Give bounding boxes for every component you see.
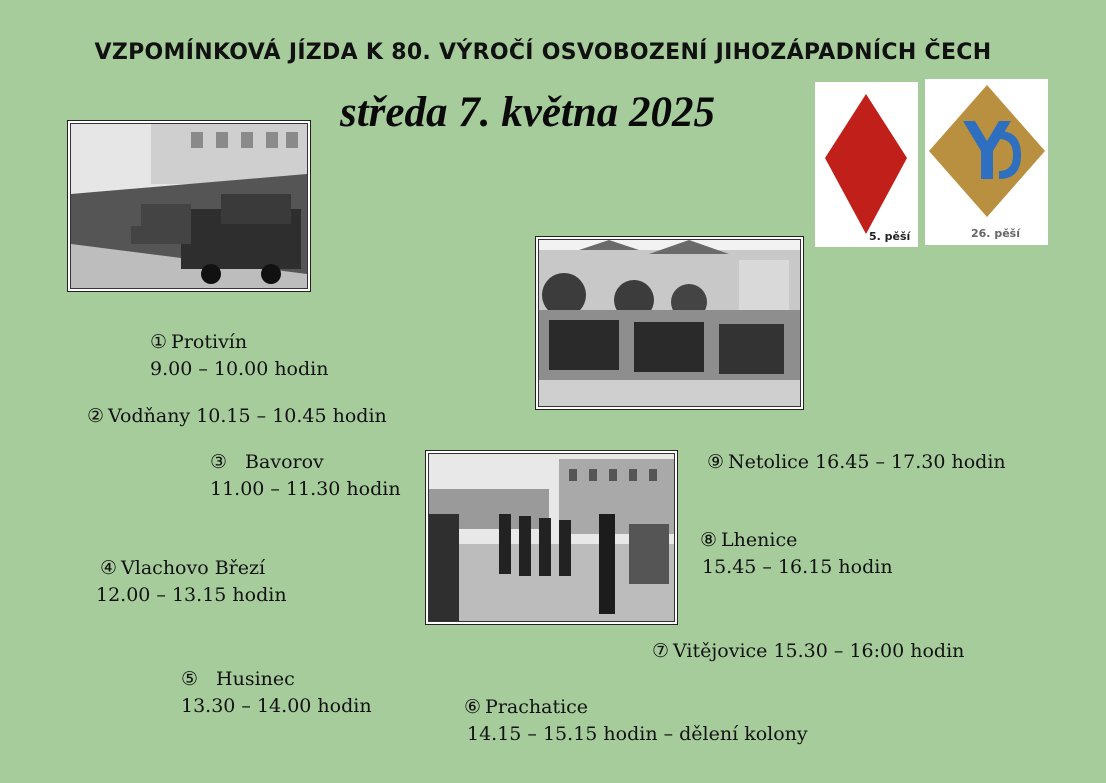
yd-diamond-icon	[925, 79, 1048, 245]
stop-place: Vodňany	[108, 405, 191, 427]
stop-time: 10.15 – 10.45 hodin	[196, 405, 387, 427]
stop-husinec: ⑤ Husinec 13.30 – 14.00 hodin	[181, 666, 372, 720]
photo-jeeps-square	[535, 236, 804, 410]
stop-time: 15.30 – 16:00 hodin	[773, 640, 965, 662]
stop-netolice: ⑨ Netolice 16.45 – 17.30 hodin	[707, 451, 1006, 473]
stop-bavorov: ③ Bavorov 11.00 – 11.30 hodin	[210, 449, 401, 503]
stop-protivin: ① Protivín 9.00 – 10.00 hodin	[150, 329, 328, 383]
stop-place: Lhenice	[721, 529, 798, 551]
stop-place: Netolice	[728, 451, 810, 473]
photo-parked-trucks	[67, 120, 311, 292]
patch-shape	[825, 94, 907, 234]
stop-time: 12.00 – 13.15 hodin	[96, 584, 287, 606]
photo-soldiers-march	[425, 450, 678, 625]
stop-time: 11.00 – 11.30 hodin	[210, 478, 401, 500]
patch-26th-infantry	[925, 79, 1048, 245]
patch-5th-infantry	[815, 82, 918, 247]
stop-place: Protivín	[171, 331, 248, 353]
event-date: středa 7. května 2025	[340, 89, 716, 136]
stop-lhenice: ⑧ Lhenice 15.45 – 16.15 hodin	[700, 527, 893, 581]
patch-label: 5. pěší	[869, 230, 911, 243]
stop-place: Husinec	[216, 668, 295, 690]
stop-time: 15.45 – 16.15 hodin	[702, 556, 893, 578]
stop-time: 16.45 – 17.30 hodin	[815, 451, 1006, 473]
page-title: VZPOMÍNKOVÁ JÍZDA K 80. VÝROČÍ OSVOBOZENÍ JIHOZÁPADNÍCH ČECH	[94, 40, 992, 65]
stop-prachatice: ⑥ Prachatice 14.15 – 15.15 hodin – dělení kolony	[464, 694, 808, 748]
stop-place: Bavorov	[245, 451, 324, 473]
stop-place: Vitějovice	[673, 640, 768, 662]
stop-time: 9.00 – 10.00 hodin	[150, 358, 329, 380]
red-diamond-icon	[815, 82, 918, 247]
stop-time: 14.15 – 15.15 hodin – dělení kolony	[467, 723, 808, 745]
stop-vitejovice: ⑦ Vitějovice 15.30 – 16:00 hodin	[652, 640, 965, 662]
stop-time: 13.30 – 14.00 hodin	[181, 695, 372, 717]
stop-vodnany: ② Vodňany 10.15 – 10.45 hodin	[87, 405, 387, 427]
stop-place: Prachatice	[485, 696, 589, 718]
stop-vlachovo-brezi: ④ Vlachovo Březí 12.00 – 13.15 hodin	[100, 555, 287, 609]
stop-place: Vlachovo Březí	[121, 557, 266, 579]
patch-label: 26. pěší	[971, 227, 1020, 240]
